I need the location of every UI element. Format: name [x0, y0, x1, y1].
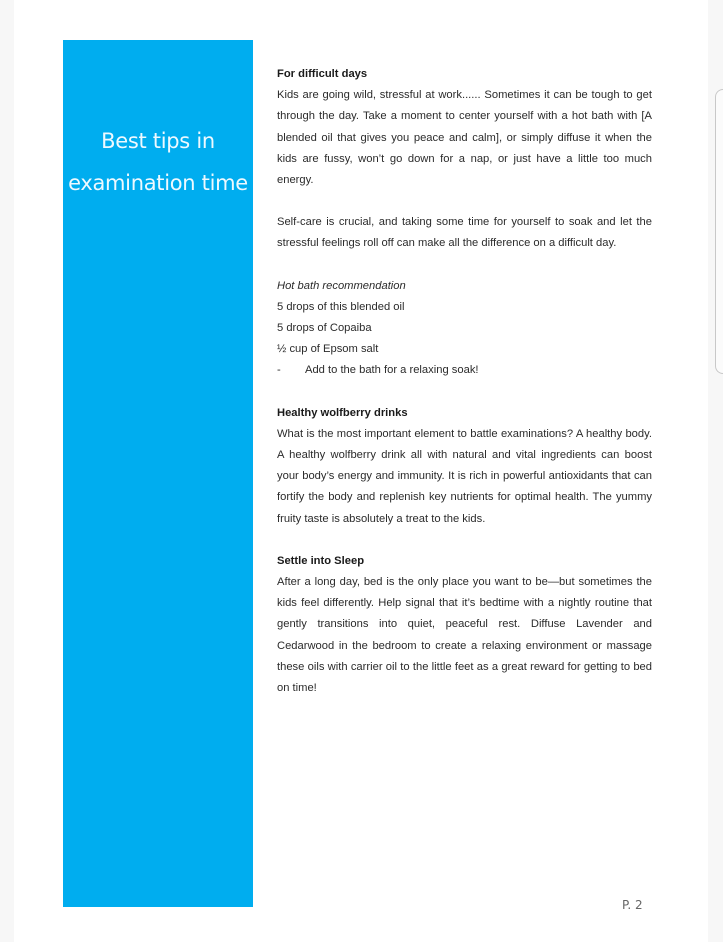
bullet-text: Add to the bath for a relaxing soak!: [305, 364, 479, 377]
section-heading-wolfberry: Healthy wolfberry drinks: [277, 406, 408, 419]
recipe-bullet: [277, 360, 652, 381]
side-panel-title: [63, 120, 253, 204]
recipe-title: Hot bath recommendation: [277, 279, 406, 292]
recipe-item: 5 drops of Copaiba: [277, 322, 372, 335]
paragraph: What is the most important element to battle examinations? A healthy body. A healthy wolfberry drink all with natural and vital ingredients can boost your body’s energy and immunity. It is rich in powerful antioxidants that can fortify the body and replenish key nutrients for optimal health. The yummy fruity taste is absolutely a treat to the kids.: [277, 427, 652, 525]
section-heading-sleep: Settle into Sleep: [277, 554, 365, 567]
recipe-item: ½ cup of Epsom salt: [277, 343, 379, 356]
side-title-line-1: Best tips in: [101, 129, 215, 153]
side-title-line-2: examination time: [68, 171, 248, 195]
paragraph: Kids are going wild, stressful at work...... Sometimes it can be tough to get through the day. Take a moment to center yourself with a hot bath with [A blended oil that gives you peace and calm], or simply diffuse it when the kids are fussy, won’t go down for a nap, or just have a little too much energy.: [277, 89, 652, 187]
paragraph: Self-care is crucial, and taking some time for yourself to soak and let the stressful feelings roll off can make all the difference on a difficult day.: [277, 216, 652, 250]
page-number: P. 2: [622, 898, 643, 912]
bullet-marker: -: [277, 364, 281, 377]
recipe-item: 5 drops of this blended oil: [277, 300, 405, 313]
main-content: [277, 64, 652, 699]
scrollbar-handle[interactable]: [715, 89, 723, 374]
section-heading-difficult-days: For difficult days: [277, 68, 368, 80]
paragraph: After a long day, bed is the only place you want to be—but sometimes the kids feel differently. Help signal that it’s bedtime with a nightly routine that gently transitions into quiet, peaceful rest. Diffuse Lavender and Cedarwood in the bedroom to create a relaxing environment or massage these oils with carrier oil to the little feet as a great reward for getting to bed on time!: [277, 576, 652, 695]
